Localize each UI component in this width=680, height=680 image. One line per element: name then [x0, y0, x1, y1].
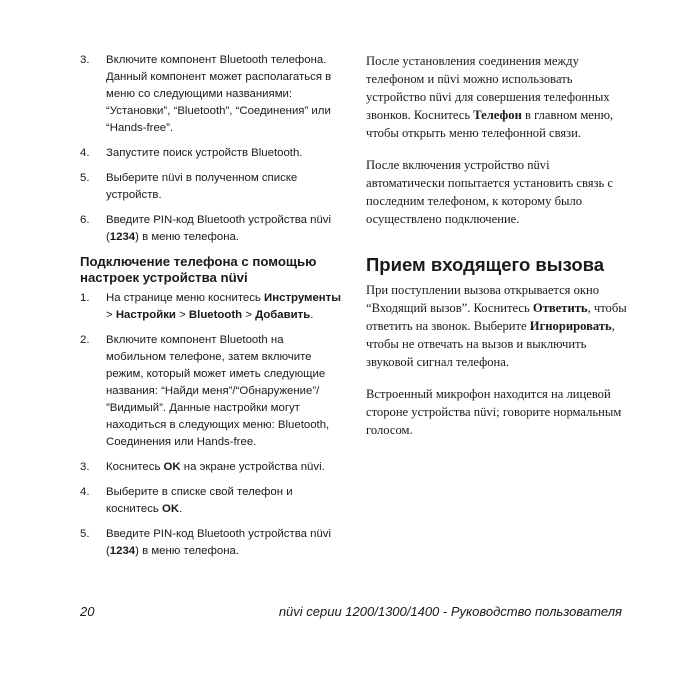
text-run: На странице меню коснитесь: [106, 292, 265, 304]
page-footer: [80, 604, 622, 622]
text-run: При поступлении вызова открывается окно “Входящий вызов”. Коснитесь: [366, 283, 600, 315]
step-number: 2.: [80, 334, 90, 346]
text-run: Запустите поиск устройств Bluetooth.: [106, 147, 303, 159]
text-run: >: [106, 309, 116, 321]
text-run: ) в меню телефона.: [135, 545, 240, 557]
text-run: Выберите в списке свой телефон и коснитесь: [106, 486, 293, 515]
list-item: [80, 484, 342, 518]
bold-term: Игнорировать: [529, 319, 612, 333]
step-number: 4.: [80, 147, 90, 159]
bold-term: 1234: [109, 231, 136, 243]
bold-term: Добавить: [255, 309, 311, 321]
step-text: [106, 526, 342, 560]
list-item: [80, 52, 342, 137]
bold-term: 1234: [109, 545, 136, 557]
phone-pairing-section: [80, 254, 342, 560]
manual-title: nüvi серии 1200/1300/1400 - Руководство пользователя: [278, 604, 622, 619]
list-item: [80, 170, 342, 204]
bold-term: OK: [163, 461, 181, 473]
bold-term: Инструменты: [264, 292, 341, 304]
left-column: [80, 52, 342, 568]
bold-term: OK: [162, 503, 180, 515]
subheading-pair-via-nuvi: Подключение телефона с помощью настроек устройства nüvi: [80, 254, 317, 285]
page-number: 20: [80, 604, 95, 619]
paragraph-microphone: [366, 385, 628, 439]
step-text: [106, 484, 342, 518]
text-run: , чтобы не отвечать на вызов и выключить звуковой сигнал телефона.: [366, 319, 615, 369]
step-text: [106, 290, 342, 324]
text-run: Введите PIN-код Bluetooth устройства nüvi (: [106, 528, 332, 557]
text-run: После установления соединения между телефоном и nüvi можно использовать устройство nüvi для совершения телефонных звонков. Коснитесь: [366, 54, 610, 122]
step-text: [106, 212, 342, 246]
list-item: [80, 459, 342, 476]
list-item: [80, 145, 342, 162]
text-run: Введите PIN-код Bluetooth устройства nüvi (: [106, 214, 332, 243]
text-run: .: [179, 503, 183, 515]
text-run: на экране устройства nüvi.: [180, 461, 325, 473]
paragraph-after-connection: [366, 52, 628, 142]
step-number: 3.: [80, 54, 90, 66]
step-text: [106, 459, 342, 476]
list-item: [80, 212, 342, 246]
steps-list-pairing: [80, 290, 342, 560]
text-run: Включите компонент Bluetooth телефона. Данный компонент может располагаться в меню со следующими названиями: “Установки”, “Bluetooth”, “Соединения” или “Hands-free”.: [106, 54, 332, 134]
text-run: Выберите nüvi в полученном списке устройств.: [106, 172, 298, 201]
step-number: 3.: [80, 461, 90, 473]
list-item: [80, 332, 342, 451]
bold-term: Bluetooth: [188, 309, 243, 321]
steps-list-continued: [80, 52, 342, 246]
text-run: ) в меню телефона.: [135, 231, 240, 243]
bold-term: Ответить: [532, 301, 588, 315]
text-run: Коснитесь: [106, 461, 164, 473]
paragraph-auto-reconnect: [366, 156, 628, 228]
list-item: [80, 290, 342, 324]
text-run: >: [242, 309, 256, 321]
step-text: [106, 332, 342, 451]
step-number: 6.: [80, 214, 90, 226]
step-text: [106, 145, 342, 162]
bold-term: Настройки: [115, 309, 176, 321]
paragraph-incoming-call: [366, 281, 628, 371]
text-run: Встроенный микрофон находится на лицевой стороне устройства nüvi; говорите нормальным голосом.: [366, 387, 622, 437]
text-run: Включите компонент Bluetooth на мобильном телефоне, затем включите режим, который может иметь следующие названия: “Найди меня”/“Обнаружение”/ ”Видимый”. Данные настройки могут находиться в следующих меню: Bluetooth, Соединения или Hands-free.: [106, 334, 330, 448]
step-number: 5.: [80, 172, 90, 184]
step-text: [106, 170, 342, 204]
heading-incoming-call: Прием входящего вызова: [366, 254, 605, 275]
text-run: в главном меню, чтобы открыть меню телефонной связи.: [366, 108, 614, 140]
text-run: После включения устройство nüvi автоматически попытается установить связь с последним телефоном, к которому было осуществлено подключение.: [366, 158, 613, 226]
text-run: , чтобы ответить на звонок. Выберите: [366, 301, 627, 333]
text-run: >: [175, 309, 189, 321]
step-number: 5.: [80, 528, 90, 540]
right-column: [366, 52, 628, 453]
list-item: [80, 526, 342, 560]
step-number: 4.: [80, 486, 90, 498]
text-run: .: [310, 309, 314, 321]
step-text: [106, 52, 342, 137]
bold-term: Телефон: [473, 108, 522, 122]
step-number: 1.: [80, 292, 90, 304]
